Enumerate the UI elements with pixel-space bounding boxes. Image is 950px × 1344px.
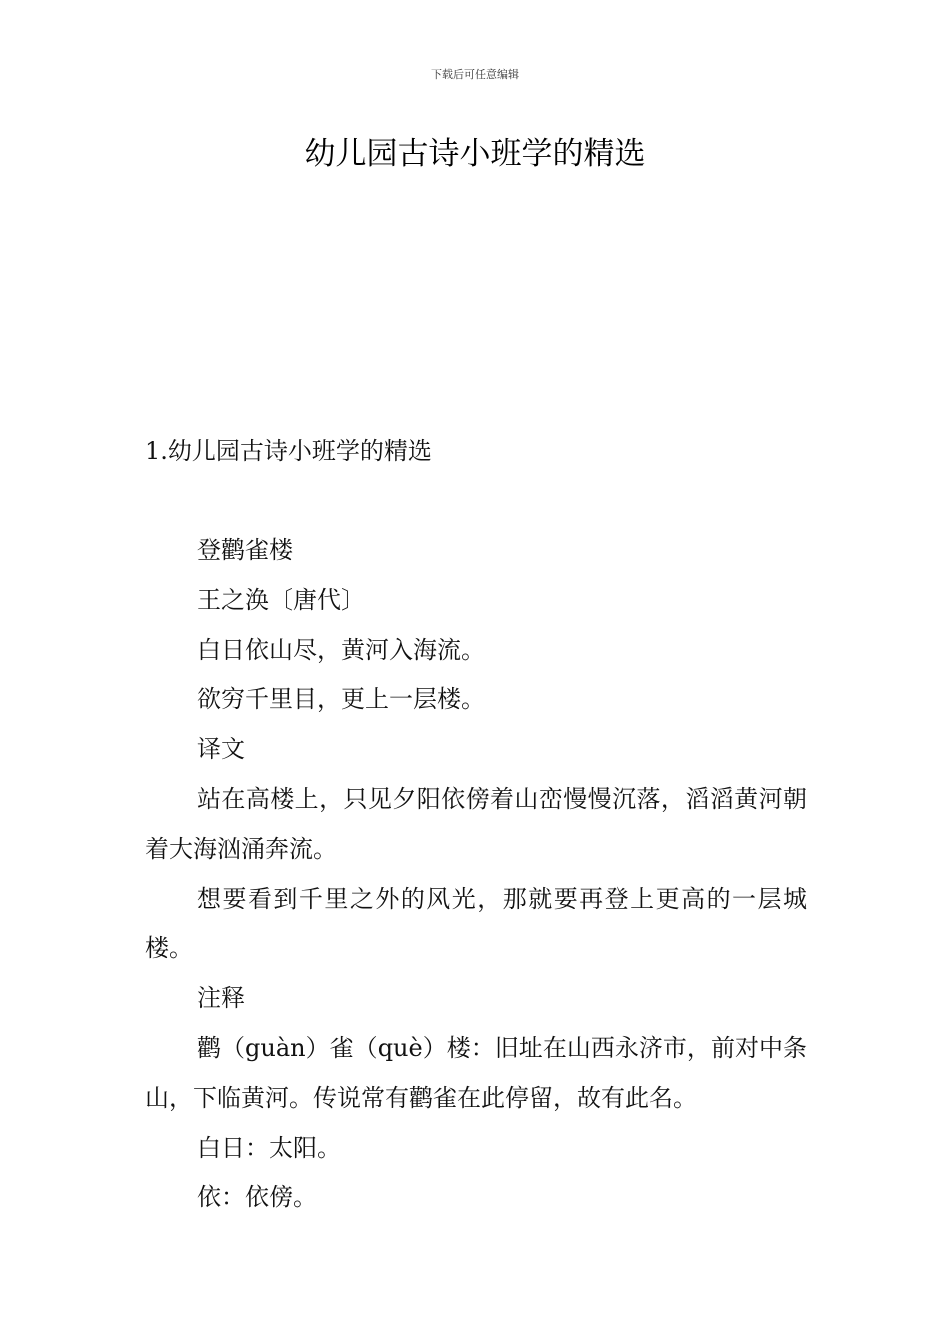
translation-paragraph: 想要看到千里之外的风光，那就要再登上更高的一层城楼。 <box>145 884 807 963</box>
note-paragraph: 鹳（guàn）雀（què）楼：旧址在山西永济市，前对中条山，下临黄河。传说常有鹳雀在此停留，故有此名。 <box>145 1033 807 1112</box>
poem-author: 王之涣〔唐代〕 <box>197 585 365 614</box>
document-body <box>145 526 807 1223</box>
poem-title: 登鹳雀楼 <box>197 536 293 564</box>
header-note: 下载后可任意编辑 <box>431 68 519 81</box>
note-paragraph: 白日：太阳。 <box>197 1133 341 1162</box>
translation-paragraph: 站在高楼上，只见夕阳依傍着山峦慢慢沉落，滔滔黄河朝着大海汹涌奔流。 <box>145 784 807 863</box>
poem-line: 欲穷千里目，更上一层楼。 <box>197 685 485 714</box>
translation-heading: 译文 <box>197 735 245 764</box>
notes-heading: 注释 <box>197 984 245 1013</box>
poem-line: 白日依山尽，黄河入海流。 <box>197 635 485 664</box>
section-heading: 1.幼儿园古诗小班学的精选 <box>145 437 432 465</box>
note-paragraph: 依：依傍。 <box>197 1183 317 1212</box>
document-title: 幼儿园古诗小班学的精选 <box>304 136 646 172</box>
